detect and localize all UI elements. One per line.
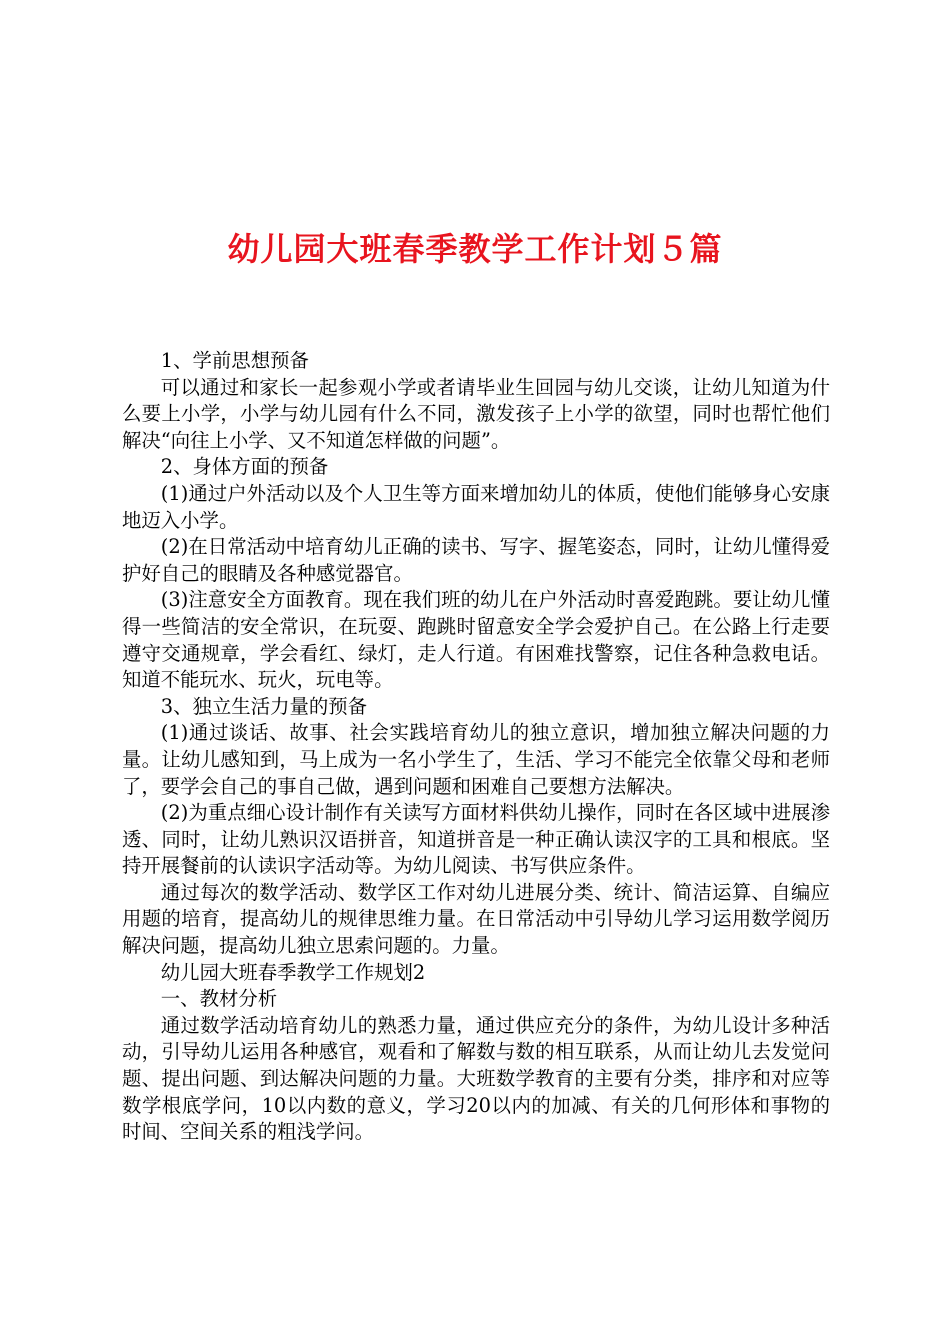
paragraph: 通过数学活动培育幼儿的熟悉力量，通过供应充分的条件，为幼儿设计多种活动，引导幼儿运用各种感官，观看和了解数与数的相互联系，从而让幼儿去发觉问题、提出问题、到达解决问题的力量。大班数学教育的主要有分类，排序和对应等数学根底学问，10以内数的意义，学习20以内的加减、有关的几何形体和事物的时间、空间关系的粗浅学问。	[122, 1013, 830, 1144]
paragraph: (1)通过户外活动以及个人卫生等方面来增加幼儿的体质，使他们能够身心安康地迈入小学。	[122, 481, 830, 532]
paragraph: 通过每次的数学活动、数学区工作对幼儿进展分类、统计、简洁运算、自编应用题的培育，提高幼儿的规律思维力量。在日常活动中引导幼儿学习运用数学阅历解决问题，提高幼儿独立思索问题的。力量。	[122, 880, 830, 958]
paragraph: (3)注意安全方面教育。现在我们班的幼儿在户外活动时喜爱跑跳。要让幼儿懂得一些简洁的安全常识，在玩耍、跑跳时留意安全学会爱护自己。在公路上行走要遵守交通规章，学会看红、绿灯，走人行道。有困难找警察，记住各种急救电话。知道不能玩水、玩火，玩电等。	[122, 588, 830, 692]
paragraph: 2、身体方面的预备	[160, 455, 329, 479]
paragraph: (2)在日常活动中培育幼儿正确的读书、写字、握笔姿态，同时，让幼儿懂得爱护好自己的眼睛及各种感觉器官。	[122, 535, 830, 585]
document-title: 幼儿园大班春季教学工作计划５篇	[227, 230, 723, 269]
paragraph: (1)通过谈话、故事、社会实践培育幼儿的独立意识，增加独立解决问题的力量。让幼儿感知到，马上成为一名小学生了，生活、学习不能完全依靠父母和老师了，要学会自己的事自己做，遇到问题和困难自己要想方法解决。	[122, 721, 830, 798]
paragraph: 3、独立生活力量的预备	[160, 694, 368, 718]
paragraph: 可以通过和家长一起参观小学或者请毕业生回园与幼儿交谈，让幼儿知道为什么要上小学，小学与幼儿园有什么不同，激发孩子上小学的欲望，同时也帮忙他们解决“向往上小学、又不知道怎样做的问题”。	[122, 375, 830, 452]
document-body	[122, 348, 830, 1146]
paragraph: 1、学前思想预备	[160, 349, 309, 372]
paragraph: 幼儿园大班春季教学工作规划2	[160, 960, 426, 984]
paragraph: (2)为重点细心设计制作有关读写方面材料供幼儿操作，同时在各区域中进展渗透、同时，让幼儿熟识汉语拼音，知道拼音是一种正确认读汉字的工具和根底。坚持开展餐前的认读识字活动等。为幼儿阅读、书写供应条件。	[122, 801, 830, 878]
paragraph: 一、教材分析	[160, 987, 278, 1011]
